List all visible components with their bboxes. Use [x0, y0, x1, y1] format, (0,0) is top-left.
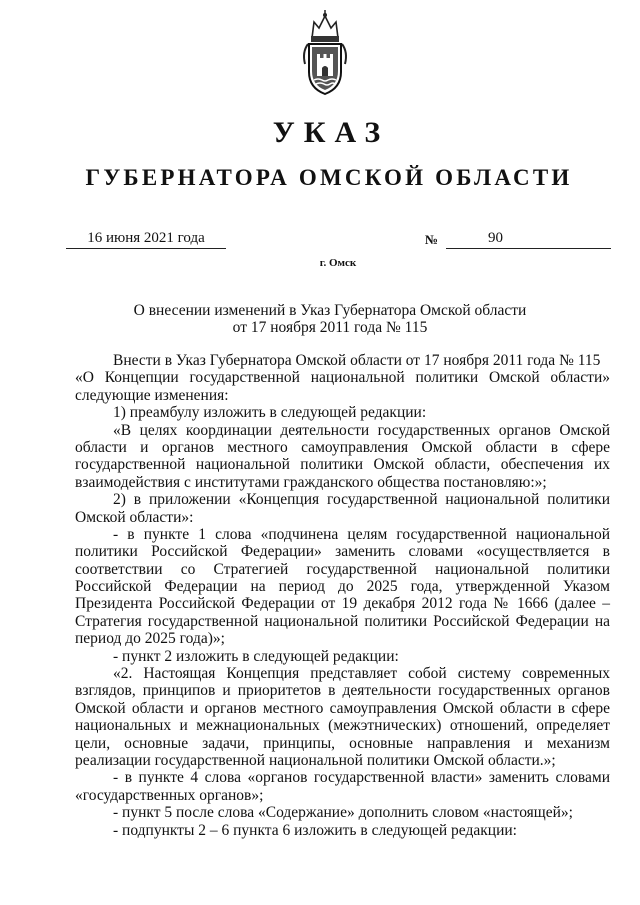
body-line: следующие изменения: [75, 386, 229, 404]
body-line: - в пункте 4 слова «органов государственной власти» заменить словами [113, 769, 610, 787]
body-line: 1) преамбулу изложить в следующей редакции: [113, 404, 427, 422]
decree-number: 90 [488, 230, 503, 246]
body-line: «государственных органов»; [75, 786, 264, 804]
body-line: цели, основные задачи, принципы, основные направления и механизм [75, 734, 610, 752]
issuer-title: ГУБЕРНАТОРА ОМСКОЙ ОБЛАСТИ [85, 165, 573, 190]
body-line: - в пункте 1 слова «подчинена целям государственной национальной [113, 525, 610, 543]
city: г. Омск [319, 257, 357, 269]
body-line: период до 2025 года)»; [75, 630, 225, 648]
decree-date: 16 июня 2021 года [66, 228, 226, 249]
number-sign: № [425, 232, 439, 247]
document-title-line: О внесении изменений в Указ Губернатора Омской области [133, 302, 527, 319]
body-line: области и органов местного самоуправления Омской области в сфере [75, 438, 610, 456]
body-line: взаимодействия с институтами гражданского общества постановляю:»; [75, 473, 547, 491]
document-title-line: от 17 ноября 2011 года № 115 [232, 319, 428, 336]
body-line: Омской области и органов местного самоуправления Омской области в сфере [75, 699, 610, 717]
body-line: Стратегия государственной национальной политики Российской Федерации на [75, 612, 610, 630]
body-line: - подпункты 2 – 6 пункта 6 изложить в следующей редакции: [113, 821, 517, 839]
document-body [75, 352, 610, 839]
decree-number-field [446, 228, 611, 249]
body-line: соответствии со Стратегией государственной национальной политики [75, 560, 610, 578]
body-line: политики Российской Федерации» заменить словами «осуществляется в [75, 543, 610, 561]
coat-of-arms-icon [296, 8, 354, 98]
body-line: национальных и межнациональных (межэтнических) отношений, определяет [75, 717, 610, 735]
body-line: «2. Настоящая Концепция представляет собой систему современных [113, 665, 610, 683]
body-line: - пункт 2 изложить в следующей редакции: [113, 647, 399, 665]
body-line: взглядов, принципов и приоритетов в деятельности государственных органов [75, 682, 610, 700]
decree-title: УКАЗ [272, 116, 390, 149]
body-line: Внести в Указ Губернатора Омской области от 17 ноября 2011 года № 115 [113, 352, 601, 369]
body-line: «В целях координации деятельности государственных органов Омской [113, 421, 610, 439]
body-line: Омской области»: [75, 508, 194, 526]
body-line: Российской Федерации на период до 2025 года, утвержденной Указом [75, 578, 610, 596]
body-line: 2) в приложении «Концепция государственной национальной политики [113, 491, 610, 509]
body-line: государственной национальной политики Омской области, обеспечения их [75, 456, 610, 474]
document-title [110, 302, 550, 336]
body-line: реализации государственной национальной политики Омской области.»; [75, 751, 556, 769]
body-line: «О Концепции государственной национальной политики Омской области» [75, 369, 610, 387]
body-line: Президента Российской Федерации от 19 декабря 2012 года № 1666 (далее – [75, 595, 610, 613]
body-line: - пункт 5 после слова «Содержание» дополнить словом «настоящей»; [113, 804, 573, 822]
